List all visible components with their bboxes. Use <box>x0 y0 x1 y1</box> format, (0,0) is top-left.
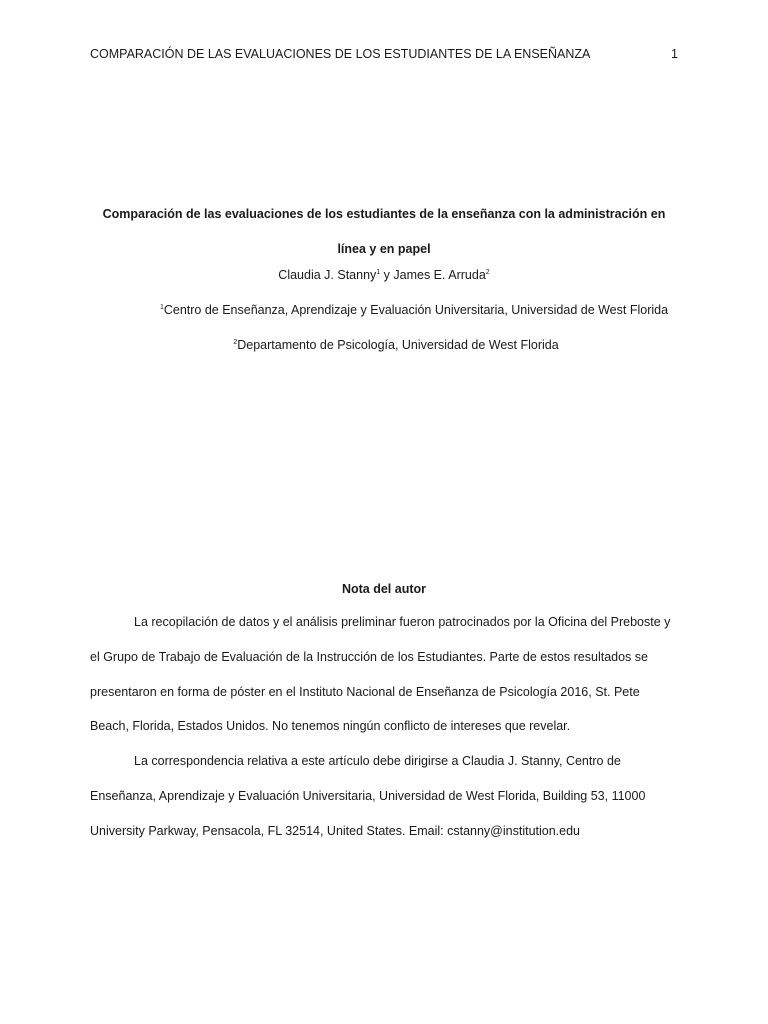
affiliation <box>90 335 678 355</box>
paper-title: Comparación de las evaluaciones de los estudiantes de la enseñanza con la administración en línea y en papel <box>102 207 666 256</box>
affiliation-text: Centro de Enseñanza, Aprendizaje y Evaluación Universitaria, Universidad de West Florida <box>163 303 669 317</box>
affiliation-marker: 2 <box>233 338 238 346</box>
author-affiliation-marker: 1 <box>376 268 381 276</box>
author-line <box>90 265 678 285</box>
author-note-body <box>90 605 680 849</box>
author-name: Claudia J. Stanny <box>278 268 377 282</box>
author-note-paragraph: La recopilación de datos y el análisis preliminar fueron patrocinados por la Oficina del Preboste y el Grupo de Trabajo de Evaluación de la Instrucción de los Estudiantes. Parte de estos resultados se presentaron en forma de póster en el Instituto Nacional de Enseñanza de Psicología 2016, St. Pete Beach, Florida, Estados Unidos. No tenemos ningún conflicto de intereses que revelar. <box>90 615 671 734</box>
author-name: James E. Arruda <box>393 268 486 282</box>
author-note-paragraph: La correspondencia relativa a este artículo debe dirigirse a Claudia J. Stanny, Centro de Enseñanza, Aprendizaje y Evaluación Universitaria, Universidad de West Florida, Building 53, 11000 University Parkway, Pensacola, FL 32514, United States. Email: cstanny@institution.edu <box>90 754 646 838</box>
author-note-heading: Nota del autor <box>341 582 427 596</box>
running-head-title: COMPARACIÓN DE LAS EVALUACIONES DE LOS ESTUDIANTES DE LA ENSEÑANZA <box>90 47 591 61</box>
affiliation-text: Departamento de Psicología, Universidad de West Florida <box>237 338 559 352</box>
affiliation <box>90 300 678 320</box>
affiliation-marker: 1 <box>159 303 164 311</box>
running-head <box>90 47 678 61</box>
author-conjunction: y <box>380 268 394 282</box>
page-number: 1 <box>671 47 678 61</box>
author-affiliation-marker: 2 <box>485 268 490 276</box>
